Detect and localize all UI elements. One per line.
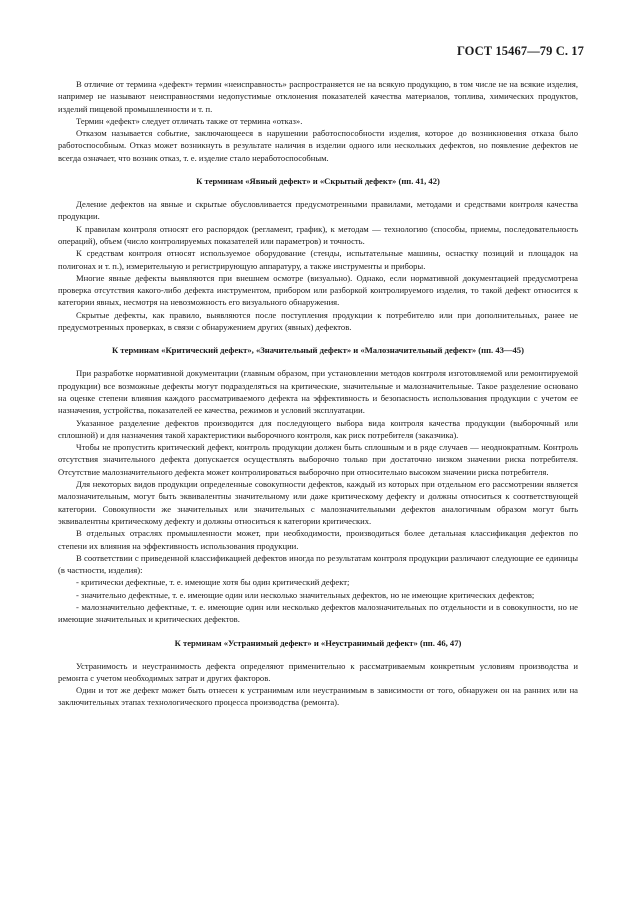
paragraph: Отказом называется событие, заключающееся в нарушении работоспособности изделия, которое до возникновения отказа было работоспособным. Отказ может возникнуть в результате наличия в изделии одного или нескольких дефектов, но появление дефектов не всегда означает, что возник отказ, т. е. изделие стало неработоспособным.	[58, 128, 578, 163]
paragraph: Скрытые дефекты, как правило, выявляются после поступления продукции к потребителю или при дополнительных, ранее не предусмотренных проверках, в связи с обнаружением других (явных) дефектов.	[58, 309, 578, 333]
list-item: - критически дефектные, т. е. имеющие хотя бы один критический дефект;	[76, 577, 350, 588]
paragraph: Термин «дефект» следует отличать также от термина «отказ».	[76, 115, 303, 126]
paragraph: В отдельных отраслях промышленности может, при необходимости, производиться более детальная классификация дефектов по степени их влияния на эффективность использования продукции.	[58, 528, 578, 551]
document-body	[58, 78, 578, 709]
section-title: К терминам «Устранимый дефект» и «Неустранимый дефект» (пп. 46, 47)	[174, 637, 462, 648]
paragraph: Устранимость и неустранимость дефекта определяют применительно к рассматриваемым конкретным условиям производства и ремонта с учетом необходимых затрат и других факторов.	[58, 660, 578, 683]
section-title: К терминам «Критический дефект», «Значительный дефект» и «Малозначительный дефект» (пп. 43—45)	[112, 345, 524, 356]
paragraph: К правилам контроля относят его распорядок (регламент, график), к методам — технологию (способы, приемы, последовательность операций), объем (число контролируемых показателей или параметров) и точность.	[58, 223, 578, 246]
section-title: К терминам «Явный дефект» и «Скрытый дефект» (пп. 41, 42)	[196, 176, 440, 187]
paragraph: В соответствии с приведенной классификацией дефектов иногда по результатам контроля продукции различают следующие ее единицы (в частности, изделия):	[58, 552, 578, 576]
paragraph: Многие явные дефекты выявляются при внешнем осмотре (визуально). Однако, если нормативной документацией предусмотрена проверка отсутствия какого-либо дефекта инструментом, прибором или разборкой контролируемого изделия, то такой дефект относится к категории явных, несмотря на невозможность его визуального обнаружения.	[58, 272, 578, 308]
paragraph: К средствам контроля относят используемое оборудование (стенды, испытательные машины, оснастку позиций и площадок на полигонах и т. п.), измерительную и регистрирующую аппаратуру, а также инструменты и приборы.	[58, 248, 578, 271]
list-item: - значительно дефектные, т. е. имеющие один или несколько значительных дефектов, но не имеющие критических дефектов;	[76, 589, 535, 600]
paragraph: Один и тот же дефект может быть отнесен к устранимым или неустранимым в зависимости от того, обнаружен он на ранних или на заключительных этапах технологического процесса производства (ремонта).	[58, 685, 578, 708]
paragraph: Для некоторых видов продукции определенные совокупности дефектов, каждый из которых при отдельном его рассмотрении является малозначительным, могут быть эквивалентны значительному или даже критическому дефекту и должны относиться к соответствующей категории. Совокупности же значительных или значительных с малозначительными дефектов аналогичным образом могут быть эквивалентны критическому дефекту и должны относиться к категории критических.	[58, 479, 578, 526]
paragraph: Деление дефектов на явные и скрытые обусловливается предусмотренными правилами, методами и средствами контроля качества продукции.	[58, 199, 578, 222]
paragraph: Указанное разделение дефектов производится для последующего выбора вида контроля качества продукции (выборочный или сплошной) и для назначения такой характеристики выборочного контроля, как риск потребителя (заказчика).	[58, 417, 578, 440]
paragraph: В отличие от термина «дефект» термин «неисправность» распространяется не на всякую продукцию, в том числе не на всякие изделия, например не называют неисправностями недопустимые отклонения показателей качества материалов, топлива, химических продуктов, изделий пищевой промышленности и т. п.	[58, 79, 578, 114]
paragraph: При разработке нормативной документации (главным образом, при установлении методов контроля изготовляемой или ремонтируемой продукции) все возможные дефекты могут подразделяться на критические, значительные и малозначительные. Такое разделение основано на оценке степени влияния каждого рассматриваемого дефекта на эффективность и безопасность использования продукции с учетом ее назначения, устройства, показателей ее качества, режимов и условий эксплуатации.	[58, 368, 578, 416]
page-header: ГОСТ 15467—79 С. 17	[456, 44, 584, 58]
paragraph: Чтобы не пропустить критический дефект, контроль продукции должен быть сплошным и в ряде случаев — неоднократным. Контроль отсутствия значительного дефекта допускается осуществлять выборочно только при достаточно низком значении риска потребителя. Отсутствие малозначительного дефекта может контролироваться выборочно при относительно высоком значении риска потребителя.	[58, 442, 578, 477]
list-item: - малозначительно дефектные, т. е. имеющие один или несколько дефектов малозначительных по отдельности и в совокупности, но не имеющие значительных и критических дефектов.	[58, 601, 578, 625]
